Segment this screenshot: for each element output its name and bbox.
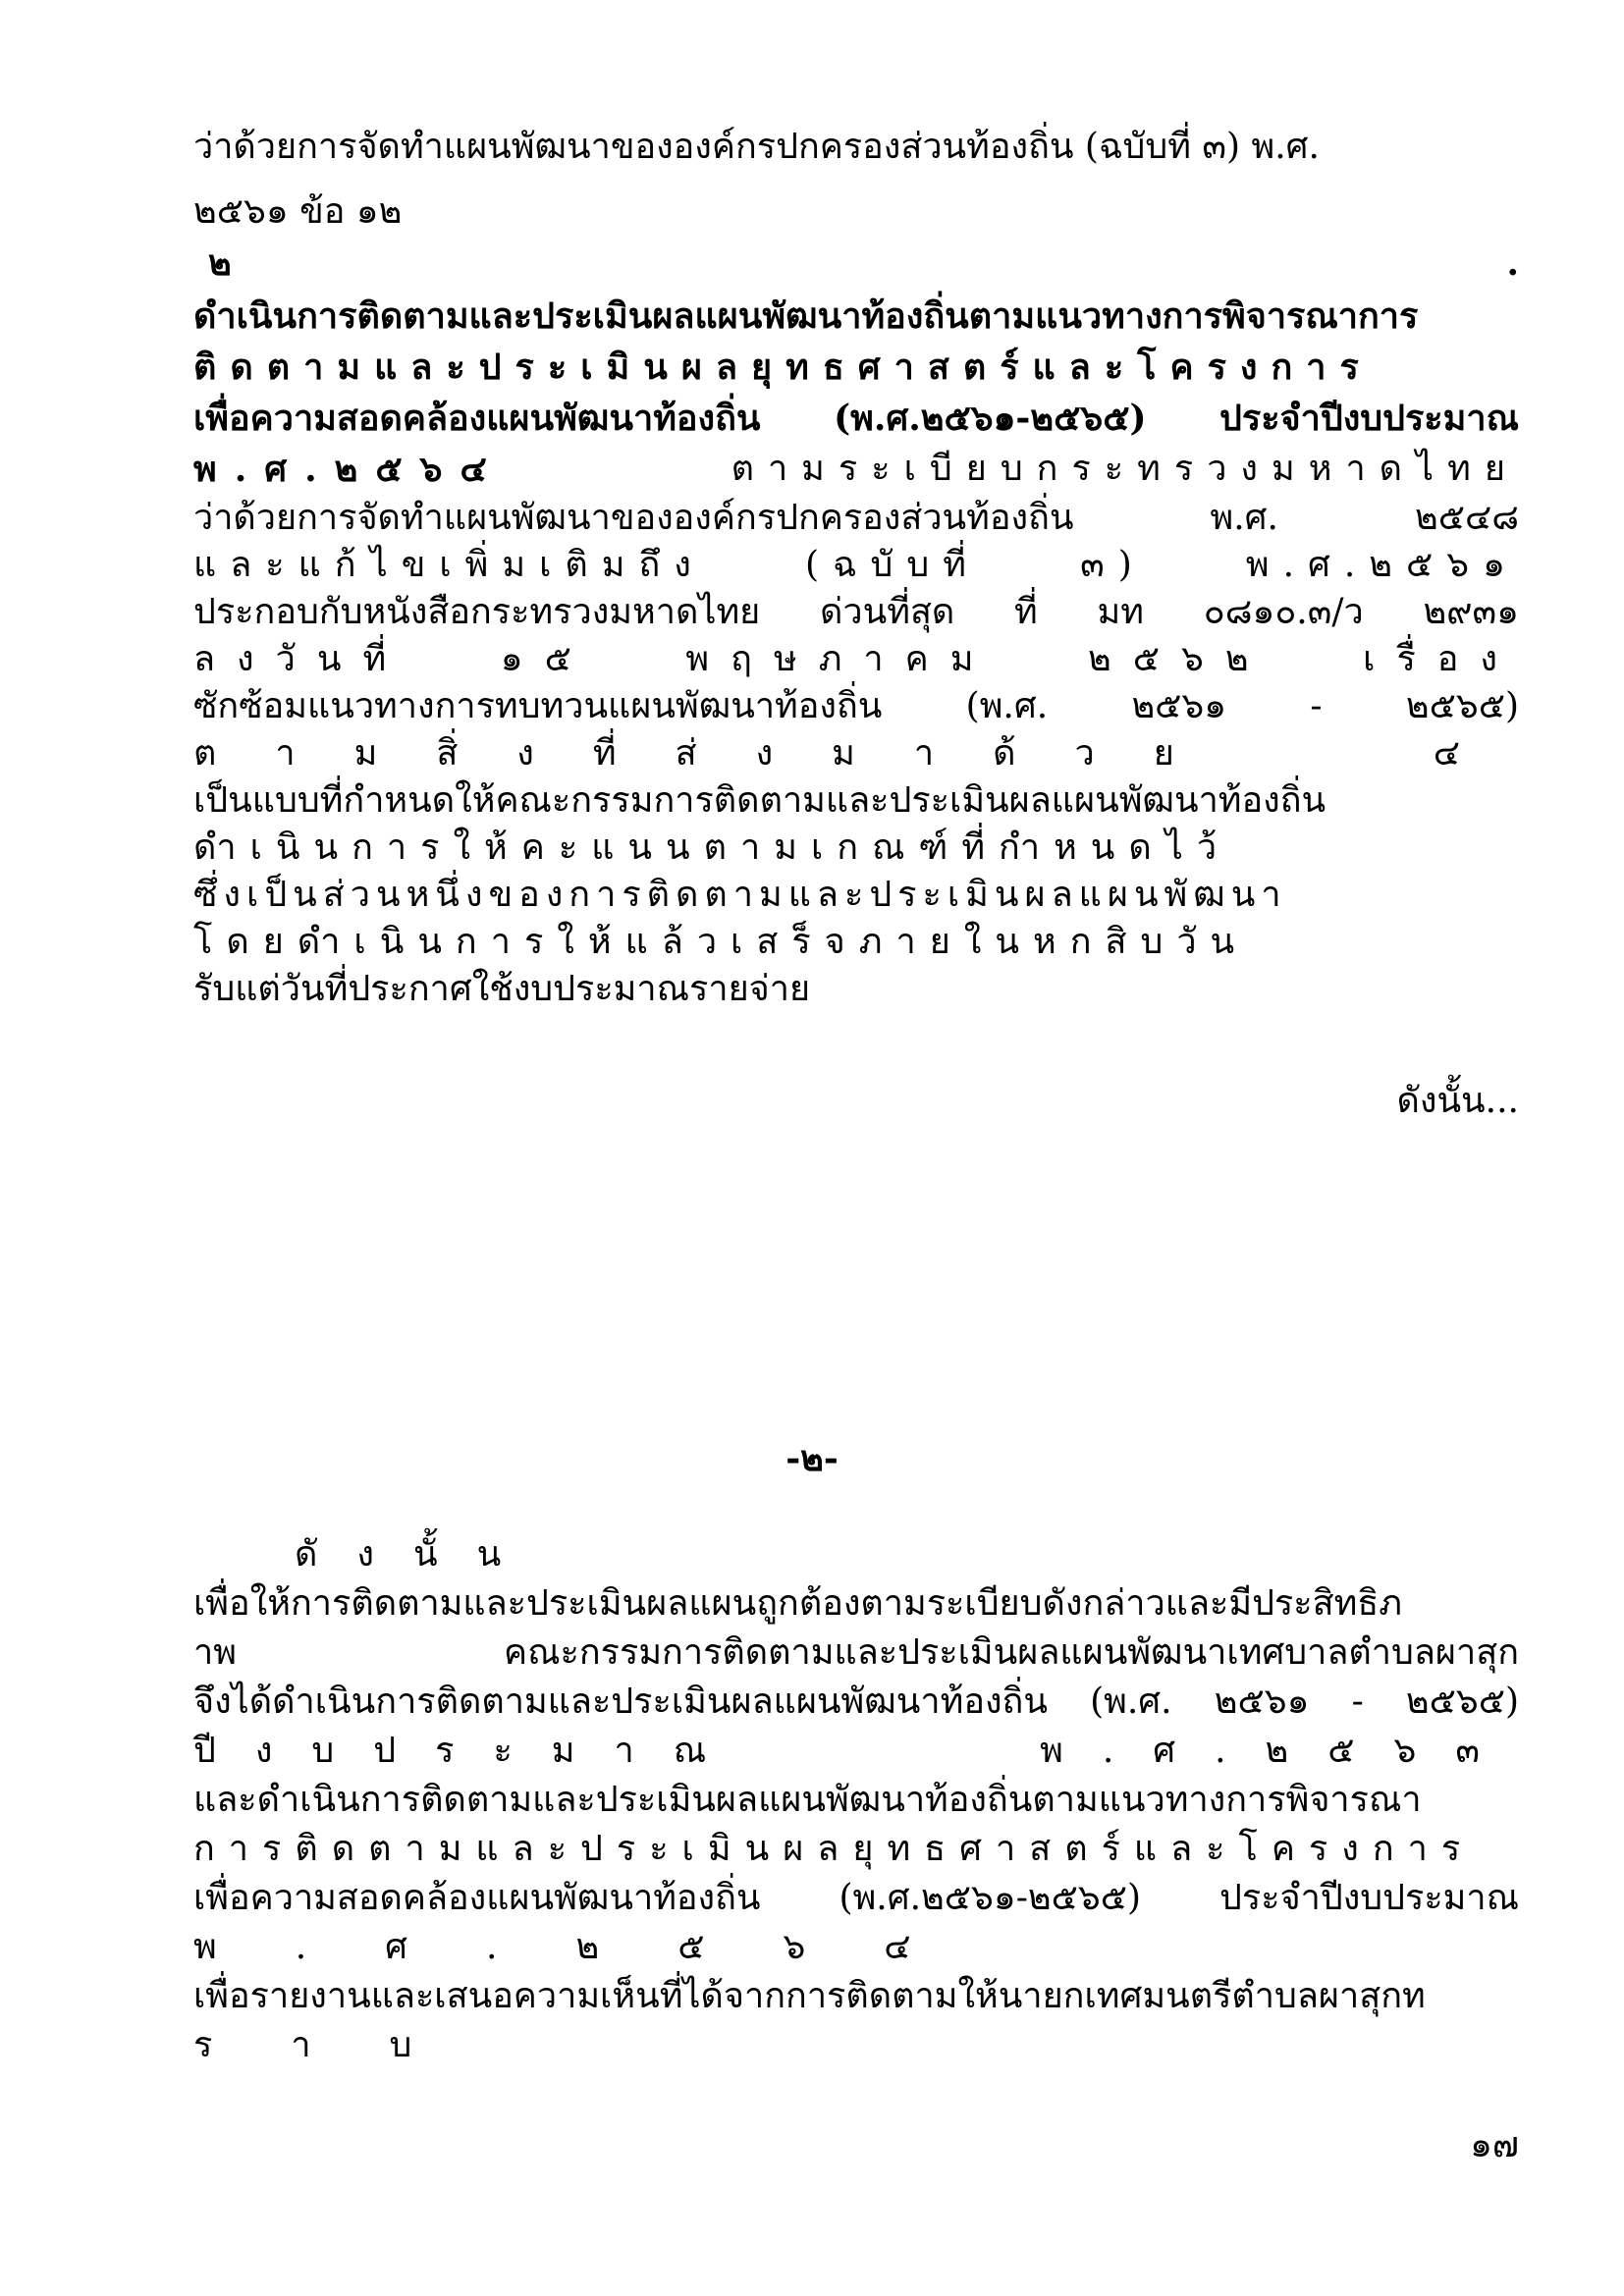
- section-2-line-8: เพื่อความสอดคล้องแผนพัฒนาท้องถิ่น (พ.ศ.๒๕๖๑-๒๕๖๕) ประจำปีงบประมาณ: [193, 1878, 1519, 1918]
- intro-line-2: ๒๕๖๑ ข้อ ๑๒: [193, 191, 403, 232]
- item-2-line-11: เป็นแบบที่กำหนดให้คณะกรรมการติดตามและประเมินผลแผนพัฒนาท้องถิ่น: [193, 780, 1326, 821]
- item-2-number: ๒: [208, 242, 232, 284]
- item-2-dot: .: [1506, 242, 1519, 284]
- item-2-line-6: และแก้ไขเพิ่มเติมถึง (ฉบับที่ ๓) พ.ศ.๒๕๖๑: [193, 545, 1519, 585]
- section-2-line-6: และดำเนินการติดตามและประเมินผลแผนพัฒนาท้องถิ่นตามแนวทางการพิจารณา: [193, 1780, 1422, 1820]
- item-2-year: พ.ศ.๒๕๖๔: [193, 449, 505, 490]
- page-marker: -๒-: [785, 1438, 839, 1479]
- section-2-line-10: เพื่อรายงานและเสนอความเห็นที่ได้จากการติดตามให้นายกเทศมนตรีตำบลผาสุกท: [193, 1976, 1426, 2016]
- item-2-line-2: ติดตามและประเมินผลยุทธศาสตร์และโครงการ: [193, 347, 1373, 388]
- item-2-line-8: ลงวันที่ ๑๕ พฤษภาคม ๒๕๖๒ เรื่อง: [193, 639, 1519, 679]
- item-2-line-3: เพื่อความสอดคล้องแผนพัฒนาท้องถิ่น (พ.ศ.๒๕๖๑-๒๕๖๕) ประจำปีงบประมาณ: [193, 398, 1519, 439]
- continuation-text: ดังนั้น...: [1396, 1081, 1519, 1121]
- item-2-line-14: โดยดำเนินการให้แล้วเสร็จภายในหกสิบวัน: [193, 922, 1249, 962]
- item-2-regulation: ตามระเบียบกระทรวงมหาดไทย: [731, 449, 1519, 489]
- item-2-number-row: [208, 240, 1519, 287]
- intro-line-1: ว่าด้วยการจัดทำแผนพัฒนาขององค์กรปกครองส่วนท้องถิ่น (ฉบับที่ ๓) พ.ศ.: [193, 127, 1320, 167]
- item-2-line-1: ดำเนินการติดตามและประเมินผลแผนพัฒนาท้องถิ่นตามแนวทางการพิจารณาการ: [193, 295, 1419, 337]
- item-2-line-10: ตามสิ่งที่ส่งมาด้วย ๔: [193, 733, 1519, 774]
- section-2-line-1: ดังนั้น: [295, 1534, 541, 1575]
- section-2-line-11: ราบ: [193, 2025, 491, 2065]
- item-2-line-7: ประกอบกับหนังสือกระทรวงมหาดไทย ด่วนที่สุด ที่ มท ๐๘๑๐.๓/ว ๒๙๓๑: [193, 592, 1519, 632]
- section-2-line-4: จึงได้ดำเนินการติดตามและประเมินผลแผนพัฒนาท้องถิ่น (พ.ศ. ๒๕๖๑ - ๒๕๖๕): [193, 1682, 1519, 1722]
- section-2-line-7: การติดตามและประเมินผลยุทธศาสตร์และโครงการ: [193, 1829, 1475, 1869]
- section-2-line-9: พ.ศ.๒๕๖๔: [193, 1927, 990, 1967]
- item-2-line-13: ซึ่งเป็นส่วนหนึ่งของการติดตามและประเมินผลแผนพัฒนา: [193, 875, 1287, 915]
- section-2-line-3: าพ คณะกรรมการติดตามและประเมินผลแผนพัฒนาเทศบาลตำบลผาสุก: [193, 1632, 1519, 1673]
- item-2-line-5: ว่าด้วยการจัดทำแผนพัฒนาขององค์กรปกครองส่วนท้องถิ่น พ.ศ. ๒๕๔๘: [193, 498, 1519, 538]
- item-2-line-9: ซักซ้อมแนวทางการทบทวนแผนพัฒนาท้องถิ่น (พ.ศ. ๒๕๖๑ - ๒๕๖๕): [193, 686, 1519, 726]
- item-2-line-4: [193, 446, 1519, 493]
- item-2-line-15: รับแต่วันที่ประกาศใช้งบประมาณรายจ่าย: [193, 969, 811, 1009]
- item-2-line-12: ดำเนินการให้คะแนนตามเกณฑ์ที่กำหนดไว้: [193, 828, 1231, 868]
- section-2-line-2: เพื่อให้การติดตามและประเมินผลแผนถูกต้องตามระเบียบดังกล่าวและมีประสิทธิภ: [193, 1583, 1402, 1624]
- section-2-line-5: ปีงบประมาณ พ.ศ.๒๕๖๓: [193, 1731, 1519, 1771]
- page-number: ๑๗: [1470, 2125, 1519, 2165]
